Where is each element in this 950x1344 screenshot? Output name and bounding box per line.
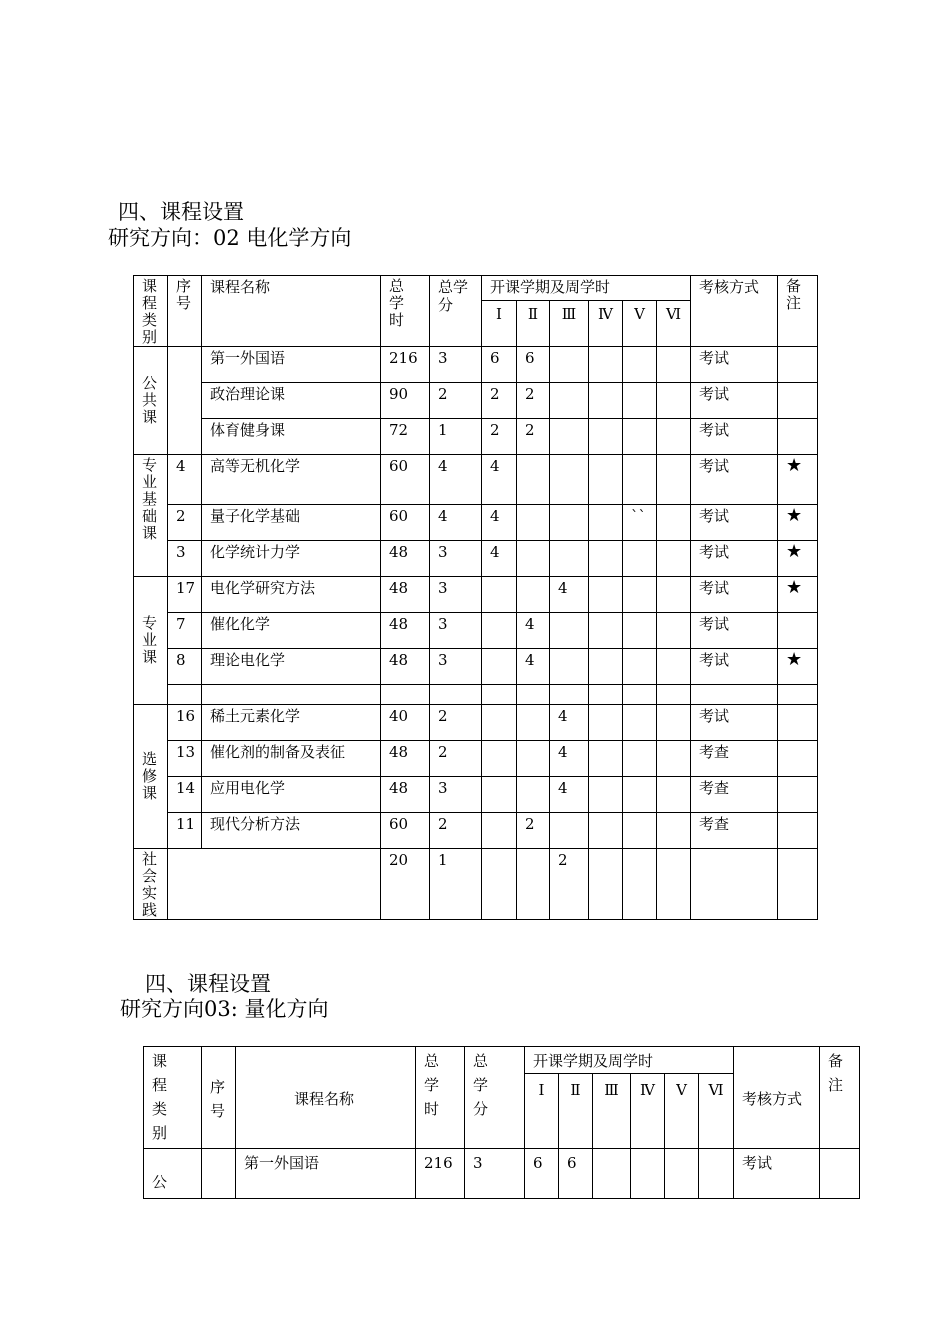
header-exam: 考核方式 bbox=[734, 1047, 820, 1149]
category-elective: 选修课 bbox=[134, 705, 168, 849]
course-credits: 2 bbox=[430, 383, 482, 419]
course-name: 催化剂的制备及表征 bbox=[202, 741, 381, 777]
course-name: 量子化学基础 bbox=[202, 505, 381, 541]
header-sem-4: Ⅳ bbox=[589, 301, 623, 347]
course-name bbox=[168, 849, 381, 920]
course-credits: 3 bbox=[430, 649, 482, 685]
course-credits: 1 bbox=[430, 419, 482, 455]
header-credits: 总学分 bbox=[430, 276, 482, 347]
sem-3 bbox=[550, 505, 589, 541]
sem-2: 2 bbox=[517, 383, 550, 419]
course-credits: 4 bbox=[430, 455, 482, 505]
header-semester-group: 开课学期及周学时 bbox=[525, 1047, 734, 1074]
note-cell bbox=[778, 741, 818, 777]
table-row bbox=[134, 849, 818, 920]
table-row bbox=[134, 741, 818, 777]
table-row bbox=[134, 777, 818, 813]
sem-4 bbox=[589, 577, 623, 613]
table-row bbox=[134, 613, 818, 649]
header-sem-6: Ⅵ bbox=[699, 1074, 734, 1149]
sem-3 bbox=[550, 347, 589, 383]
course-credits: 3 bbox=[430, 541, 482, 577]
header-sem-3: Ⅲ bbox=[550, 301, 589, 347]
sem-2: 4 bbox=[517, 649, 550, 685]
sem-1 bbox=[482, 613, 517, 649]
sem-2: 2 bbox=[517, 419, 550, 455]
sem-3 bbox=[550, 813, 589, 849]
exam-method: 考试 bbox=[691, 613, 778, 649]
note-cell bbox=[778, 419, 818, 455]
sem-6 bbox=[657, 705, 691, 741]
exam-method: 考查 bbox=[691, 741, 778, 777]
exam-method: 考试 bbox=[691, 705, 778, 741]
star-mark: ★ bbox=[778, 577, 818, 613]
sem-3 bbox=[550, 541, 589, 577]
category-public: 公共课 bbox=[134, 347, 168, 455]
table-row bbox=[134, 347, 818, 383]
sem-6 bbox=[657, 347, 691, 383]
sem-4 bbox=[589, 705, 623, 741]
sem-6 bbox=[699, 1149, 734, 1199]
header-seq: 序号 bbox=[168, 276, 202, 347]
sem-1 bbox=[482, 649, 517, 685]
sem-6 bbox=[657, 649, 691, 685]
sem-6 bbox=[657, 741, 691, 777]
course-seq: 17 bbox=[168, 577, 202, 613]
course-seq: 3 bbox=[168, 541, 202, 577]
sem-5 bbox=[623, 613, 657, 649]
sem-5 bbox=[665, 1149, 699, 1199]
sem-5 bbox=[623, 649, 657, 685]
course-hours: 48 bbox=[381, 649, 430, 685]
course-name: 政治理论课 bbox=[202, 383, 381, 419]
exam-method: 考试 bbox=[734, 1149, 820, 1199]
course-name: 稀土元素化学 bbox=[202, 705, 381, 741]
header-name: 课程名称 bbox=[236, 1047, 416, 1149]
sem-5 bbox=[623, 455, 657, 505]
exam-method: 考试 bbox=[691, 455, 778, 505]
table-row bbox=[134, 455, 818, 505]
exam-method: 考试 bbox=[691, 649, 778, 685]
sem-4 bbox=[589, 613, 623, 649]
sem-2 bbox=[517, 741, 550, 777]
sem-1 bbox=[482, 777, 517, 813]
sem-1: 6 bbox=[482, 347, 517, 383]
course-seq bbox=[202, 1149, 236, 1199]
header-sem-5: Ⅴ bbox=[665, 1074, 699, 1149]
sem-3 bbox=[550, 383, 589, 419]
course-hours: 48 bbox=[381, 613, 430, 649]
sem-5: `` bbox=[623, 505, 657, 541]
sem-1 bbox=[482, 849, 517, 920]
table-row bbox=[134, 813, 818, 849]
table-row bbox=[134, 649, 818, 685]
sem-6 bbox=[657, 419, 691, 455]
sem-6 bbox=[657, 613, 691, 649]
course-name: 催化化学 bbox=[202, 613, 381, 649]
note-cell bbox=[778, 813, 818, 849]
course-seq: 11 bbox=[168, 813, 202, 849]
sem-1: 4 bbox=[482, 541, 517, 577]
header-category: 课程类别 bbox=[134, 276, 168, 347]
sem-3 bbox=[550, 649, 589, 685]
course-hours: 60 bbox=[381, 813, 430, 849]
table-row-empty bbox=[134, 685, 818, 705]
course-credits: 2 bbox=[430, 741, 482, 777]
course-name: 第一外国语 bbox=[236, 1149, 416, 1199]
exam-method: 考试 bbox=[691, 541, 778, 577]
sem-4 bbox=[589, 347, 623, 383]
sem-4 bbox=[589, 541, 623, 577]
sem-2 bbox=[517, 705, 550, 741]
header-sem-6: Ⅵ bbox=[657, 301, 691, 347]
sem-6 bbox=[657, 541, 691, 577]
section2-title: 四、课程设置 bbox=[145, 972, 271, 996]
header-sem-3: Ⅲ bbox=[593, 1074, 631, 1149]
sem-2: 6 bbox=[517, 347, 550, 383]
course-name: 理论电化学 bbox=[202, 649, 381, 685]
course-hours: 90 bbox=[381, 383, 430, 419]
course-table-electrochemistry bbox=[133, 275, 818, 920]
header-sem-2: Ⅱ bbox=[517, 301, 550, 347]
course-hours: 40 bbox=[381, 705, 430, 741]
course-hours: 216 bbox=[381, 347, 430, 383]
course-hours: 20 bbox=[381, 849, 430, 920]
star-mark: ★ bbox=[778, 541, 818, 577]
course-credits: 3 bbox=[430, 777, 482, 813]
header-sem-2: Ⅱ bbox=[559, 1074, 593, 1149]
exam-method: 考试 bbox=[691, 505, 778, 541]
header-sem-4: Ⅳ bbox=[631, 1074, 665, 1149]
sem-2 bbox=[517, 777, 550, 813]
table-row bbox=[144, 1149, 860, 1199]
course-credits: 3 bbox=[430, 577, 482, 613]
sem-4 bbox=[589, 777, 623, 813]
course-name: 现代分析方法 bbox=[202, 813, 381, 849]
course-hours: 48 bbox=[381, 577, 430, 613]
star-mark: ★ bbox=[778, 455, 818, 505]
category-basic: 专业基础课 bbox=[134, 455, 168, 577]
section2-subtitle: 研究方向03: 量化方向 bbox=[120, 997, 329, 1021]
sem-3: 4 bbox=[550, 705, 589, 741]
table-row bbox=[134, 705, 818, 741]
sem-6 bbox=[657, 505, 691, 541]
sem-2: 4 bbox=[517, 613, 550, 649]
sem-4 bbox=[589, 813, 623, 849]
course-name: 第一外国语 bbox=[202, 347, 381, 383]
header-exam: 考核方式 bbox=[691, 276, 778, 347]
sem-1: 4 bbox=[482, 505, 517, 541]
table-row bbox=[134, 541, 818, 577]
exam-method bbox=[691, 849, 778, 920]
course-seq: 4 bbox=[168, 455, 202, 505]
sem-3 bbox=[550, 455, 589, 505]
header-sem-5: Ⅴ bbox=[623, 301, 657, 347]
course-credits: 2 bbox=[430, 705, 482, 741]
sem-6 bbox=[657, 577, 691, 613]
note-cell bbox=[778, 849, 818, 920]
header-category: 课程类别 bbox=[144, 1047, 202, 1149]
sem-1 bbox=[482, 741, 517, 777]
sem-1: 2 bbox=[482, 419, 517, 455]
header-hours: 总学时 bbox=[416, 1047, 465, 1149]
course-seq: 7 bbox=[168, 613, 202, 649]
sem-4 bbox=[589, 383, 623, 419]
header-hours: 总学时 bbox=[381, 276, 430, 347]
sem-1: 6 bbox=[525, 1149, 559, 1199]
sem-5 bbox=[623, 777, 657, 813]
sem-5 bbox=[623, 849, 657, 920]
sem-1 bbox=[482, 813, 517, 849]
note-cell bbox=[778, 777, 818, 813]
table-row bbox=[134, 383, 818, 419]
sem-3: 4 bbox=[550, 777, 589, 813]
sem-1 bbox=[482, 577, 517, 613]
note-cell bbox=[778, 705, 818, 741]
course-hours: 60 bbox=[381, 455, 430, 505]
sem-5 bbox=[623, 419, 657, 455]
sem-5 bbox=[623, 347, 657, 383]
exam-method: 考试 bbox=[691, 347, 778, 383]
sem-1 bbox=[482, 705, 517, 741]
sem-2: 2 bbox=[517, 813, 550, 849]
category-public: 公 bbox=[144, 1149, 202, 1199]
sem-3 bbox=[550, 419, 589, 455]
sem-2 bbox=[517, 541, 550, 577]
exam-method: 考试 bbox=[691, 383, 778, 419]
note-cell bbox=[820, 1149, 860, 1199]
sem-4 bbox=[589, 741, 623, 777]
course-hours: 48 bbox=[381, 541, 430, 577]
sem-6 bbox=[657, 455, 691, 505]
table-row bbox=[134, 419, 818, 455]
course-seq: 8 bbox=[168, 649, 202, 685]
sem-5 bbox=[623, 383, 657, 419]
exam-method: 考试 bbox=[691, 419, 778, 455]
course-name: 高等无机化学 bbox=[202, 455, 381, 505]
course-hours: 72 bbox=[381, 419, 430, 455]
sem-2: 6 bbox=[559, 1149, 593, 1199]
sem-3: 4 bbox=[550, 577, 589, 613]
sem-3 bbox=[550, 613, 589, 649]
category-practice: 社会实践 bbox=[134, 849, 168, 920]
course-name: 体育健身课 bbox=[202, 419, 381, 455]
header-note: 备注 bbox=[820, 1047, 860, 1149]
sem-2 bbox=[517, 505, 550, 541]
sem-6 bbox=[657, 383, 691, 419]
sem-1: 4 bbox=[482, 455, 517, 505]
header-sem-1: Ⅰ bbox=[525, 1074, 559, 1149]
course-hours: 48 bbox=[381, 777, 430, 813]
star-mark: ★ bbox=[778, 649, 818, 685]
course-credits: 3 bbox=[430, 613, 482, 649]
course-seq: 13 bbox=[168, 741, 202, 777]
sem-5 bbox=[623, 741, 657, 777]
course-seq: 14 bbox=[168, 777, 202, 813]
course-hours: 60 bbox=[381, 505, 430, 541]
header-sem-1: Ⅰ bbox=[482, 301, 517, 347]
sem-5 bbox=[623, 577, 657, 613]
sem-4 bbox=[589, 419, 623, 455]
sem-3 bbox=[593, 1149, 631, 1199]
sem-4 bbox=[589, 505, 623, 541]
sem-2 bbox=[517, 577, 550, 613]
course-credits: 1 bbox=[430, 849, 482, 920]
sem-3: 2 bbox=[550, 849, 589, 920]
sem-2 bbox=[517, 455, 550, 505]
sem-5 bbox=[623, 705, 657, 741]
category-major: 专业课 bbox=[134, 577, 168, 705]
sem-3: 4 bbox=[550, 741, 589, 777]
sem-4 bbox=[631, 1149, 665, 1199]
exam-method: 考试 bbox=[691, 577, 778, 613]
course-name: 应用电化学 bbox=[202, 777, 381, 813]
header-semester-group: 开课学期及周学时 bbox=[482, 276, 691, 301]
course-credits: 4 bbox=[430, 505, 482, 541]
note-cell bbox=[778, 383, 818, 419]
exam-method: 考查 bbox=[691, 777, 778, 813]
exam-method: 考查 bbox=[691, 813, 778, 849]
course-table-quantum bbox=[143, 1046, 860, 1199]
course-hours: 48 bbox=[381, 741, 430, 777]
sem-6 bbox=[657, 777, 691, 813]
course-hours: 216 bbox=[416, 1149, 465, 1199]
note-cell bbox=[778, 347, 818, 383]
seq-cell bbox=[168, 347, 202, 455]
section1-title: 四、课程设置 bbox=[118, 200, 244, 224]
course-credits: 3 bbox=[430, 347, 482, 383]
course-name: 化学统计力学 bbox=[202, 541, 381, 577]
sem-2 bbox=[517, 849, 550, 920]
sem-5 bbox=[623, 541, 657, 577]
sem-4 bbox=[589, 649, 623, 685]
sem-4 bbox=[589, 849, 623, 920]
header-credits: 总学分 bbox=[465, 1047, 525, 1149]
sem-5 bbox=[623, 813, 657, 849]
course-seq: 2 bbox=[168, 505, 202, 541]
table-row bbox=[134, 505, 818, 541]
sem-6 bbox=[657, 813, 691, 849]
sem-6 bbox=[657, 849, 691, 920]
course-name: 电化学研究方法 bbox=[202, 577, 381, 613]
header-name: 课程名称 bbox=[202, 276, 381, 347]
star-mark: ★ bbox=[778, 505, 818, 541]
section1-subtitle: 研究方向：02 电化学方向 bbox=[108, 226, 352, 250]
sem-1: 2 bbox=[482, 383, 517, 419]
course-seq: 16 bbox=[168, 705, 202, 741]
header-note: 备注 bbox=[778, 276, 818, 347]
note-cell bbox=[778, 613, 818, 649]
sem-4 bbox=[589, 455, 623, 505]
table-row bbox=[134, 577, 818, 613]
course-credits: 3 bbox=[465, 1149, 525, 1199]
course-credits: 2 bbox=[430, 813, 482, 849]
header-seq: 序号 bbox=[202, 1047, 236, 1149]
